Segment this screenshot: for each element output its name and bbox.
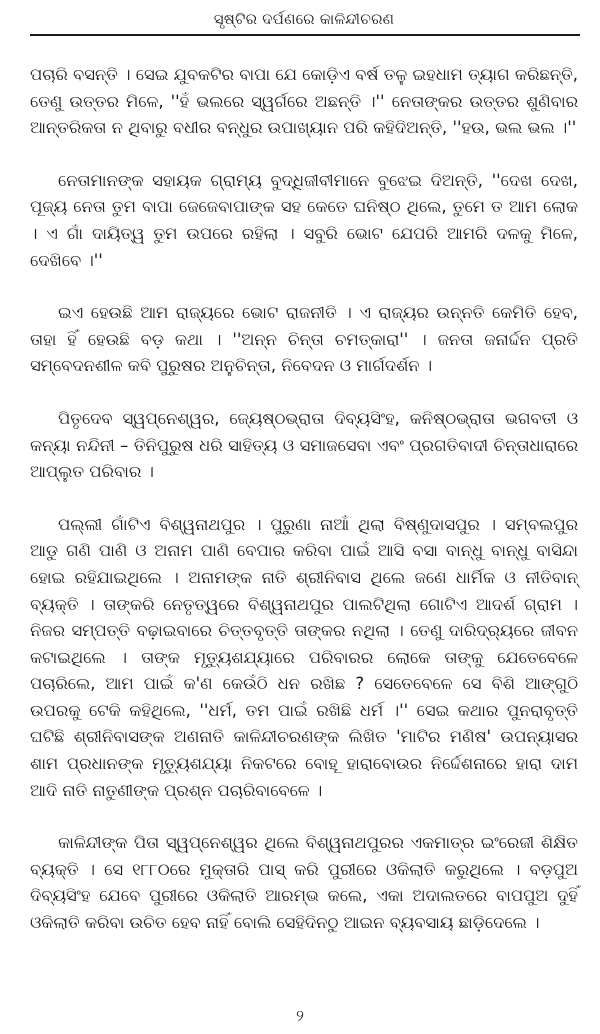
paragraph: ପଲ୍ଲୀ ଗାଁଟିଏ ବିଶ୍ୱନାଥପୁର । ପୁରୁଣା ନାଆଁ ଥିଲା ବିଷ୍ଣୁଦାସପୁର । ସମ୍ବଲପୁର ଆଡୁ ଗଣି ପାଣି ଓ ଅନାମ ପାଣି ବେପାର କରିବା ପାଇଁ ଆସି ବସା ବାନ୍ଧୁ ବାନ୍ଧୁ ବାସିନ୍ଦା ହୋଇ ରହିଯାଇଥିଲେ । ଅନାମଙ୍କ ନାତି ଶ୍ରୀନିବାସ ଥିଲେ ଜଣେ ଧାର୍ମିକ ଓ ନୀତିବାନ୍ ବ୍ୟକ୍ତି । ତାଙ୍କରି ନେତୃତ୍ୱରେ ବିଶ୍ୱନାଥପୁର ପାଲଟିଥିଲା ଗୋଟିଏ ଆଦର୍ଶ ଗ୍ରାମ । ନିଜର ସମ୍ପତ୍ତି ବଢ଼ାଇବାରେ ଚିତ୍ତବୃତ୍ତି ତାଙ୍କର ନଥିଲା । ତେଣୁ ଦାରିଦ୍ର୍ୟରେ ଜୀବନ କଟାଇଥିଲେ । ତାଙ୍କ ମୃତ୍ୟୁଶଯ୍ୟାରେ ପରିବାରର ଲୋକେ ତାଙ୍କୁ ଯେତେବେଳେ ପଚାରିଲେ, ଆମ ପାଇଁ କ'ଣ କେଉଁଠି ଧନ ରଖିଛ ? ସେତେବେଳେ ସେ ବିଶି ଆଙ୍ଗୁଠି ଉପରକୁ ଟେକି କହିଥିଲେ, ''ଧର୍ମ, ତମ ପାଇଁ ରଖିଛି ଧର୍ମ ।'' ସେଇ କଥାର ପୁନରାବୃତ୍ତି ଘଟିଛି ଶ୍ରୀନିବାସଙ୍କ ଅଣନାତି କାଳିନ୍ଦୀଚରଣଙ୍କ ଲିଖିତ 'ମାଟିର ମଣିଷ' ଉପନ୍ୟାସର ଶାମ ପ୍ରଧାନଙ୍କ ମୃତ୍ୟୁଶଯ୍ୟା ନିକଟରେ ବୋହୂ ହାରାବୋଉର ନିର୍ଦ୍ଦେଶନାରେ ହାରା ଦାମ ଆଦି ନାତି ନାତୁଣୀଙ୍କ ପ୍ରଶ୍ନ ପଚାରିବାବେଳେ । <box>30 514 578 800</box>
paragraph: କାଳିନ୍ଦୀଙ୍କ ପିତା ସ୍ୱପ୍ନେଶ୍ୱର ଥିଲେ ବିଶ୍ୱନାଥପୁରର ଏକମାତ୍ର ଇଂରେଜୀ ଶିକ୍ଷିତ ବ୍ୟକ୍ତି । ସେ ୧୮୮୦ରେ ମୁକ୍ତାରି ପାସ୍ କରି ପୁରୀରେ ଓକିଲାତି କରୁଥିଲେ । ବଡ଼ପୁଅ ଦିବ୍ୟସିଂହ ଯେବେ ପୁରୀରେ ଓକିଲାତି ଆରମ୍ଭ କଲେ, ଏକା ଅଦାଲତରେ ବାପପୁଅ ଦୁହିଁ ଓକିଲାତି କରିବା ଉଚିତ ହେବ ନାହିଁ ବୋଲି ସେହିଦିନଠୁ ଆଇନ ବ୍ୟବସାୟ ଛାଡ଼ିଦେଲେ । <box>30 833 578 933</box>
paragraph: ଇଏ ହେଉଛି ଆମ ରାଜ୍ୟରେ ଭୋଟ ରାଜନୀତି । ଏ ରାଜ୍ୟର ଉନ୍ନତି କେମିତି ହେବ, ତାହା ହିଁ ହେଉଛି ବଡ଼ କଥା । ''ଅନ୍ନ ଚିନ୍ତା ଚମତ୍କାରା'' । ଜନତା ଜନାର୍ଦ୍ଦନ ପ୍ରତି ସମ୍ବେଦନଶୀଳ କବି ପୁରୁଷର ଅନୁଚିନ୍ତା, ନିବେଦନ ଓ ମାର୍ଗଦର୍ଶନ । <box>30 303 578 376</box>
paragraph: ନେତାମାନଙ୍କ ସହାୟକ ଗ୍ରାମ୍ୟ ବୁଦ୍ଧିଜୀବୀମାନେ ବୁଝେଇ ଦିଅନ୍ତି, ''ଦେଖ ଦେଖ, ପୂଜ୍ୟ ନେତା ତୁମ ବାପା ଜେଜେବାପାଙ୍କ ସହ କେତେ ଘନିଷ୍ଠ ଥିଲେ, ତୁମେ ତ ଆମ ଲୋକ । ଏ ଗାଁ ଦାୟିତ୍ୱ ତୁମ ଉପରେ ରହିଲା । ସବୁରି ଭୋଟ ଯେପରି ଆମରି ଦଳକୁ ମିଳେ, ଦେଖିବେ ।'' <box>30 170 578 270</box>
paragraph: ପିତୃଦେବ ସ୍ୱପ୍ନେଶ୍ୱର, ଜ୍ୟେଷ୍ଠଭ୍ରାତା ଦିବ୍ୟସିଂହ, କନିଷ୍ଠଭ୍ରାତା ଭଗବତୀ ଓ କନ୍ୟା ନନ୍ଦିନୀ – ତିନିପୁରୁଷ ଧରି ସାହିତ୍ୟ ଓ ସମାଜସେବା ଏବଂ ପ୍ରଗତିବାଦୀ ଚିନ୍ତାଧାରାରେ ଆପ୍ଲୁତ ପରିବାର । <box>30 408 578 482</box>
paragraph-continued: ପଚାରି ବସନ୍ତି । ସେଇ ଯୁବକଟିର ବାପା ଯେ କୋଡ଼ିଏ ବର୍ଷ ତଳୁ ଇହଧାମ ତ୍ୟାଗ କରିଛନ୍ତି, ତେଣୁ ଉତ୍ତର ମିଳେ, ''ହଁ ଭଲରେ ସ୍ୱର୍ଗରେ ଅଛନ୍ତି ।'' ନେତାଙ୍କର ଉତ୍ତର ଶୁଣିବାର ଆନ୍ତରିକତା ନ ଥିବାରୁ ବଧୀର ବନ୍ଧୁର ଉପାଖ୍ୟାନ ପରି କହିଦିଅନ୍ତି, ''ହଉ, ଭଲ ଭଲ ।'' <box>30 65 578 138</box>
running-head: ସୃଷ୍ଟିର ଦର୍ପଣରେ କାଳିନ୍ଦୀଚରଣ <box>213 10 395 28</box>
body-text <box>30 62 578 937</box>
page-number: ୨ <box>296 1006 304 1025</box>
header-rule <box>30 34 580 36</box>
